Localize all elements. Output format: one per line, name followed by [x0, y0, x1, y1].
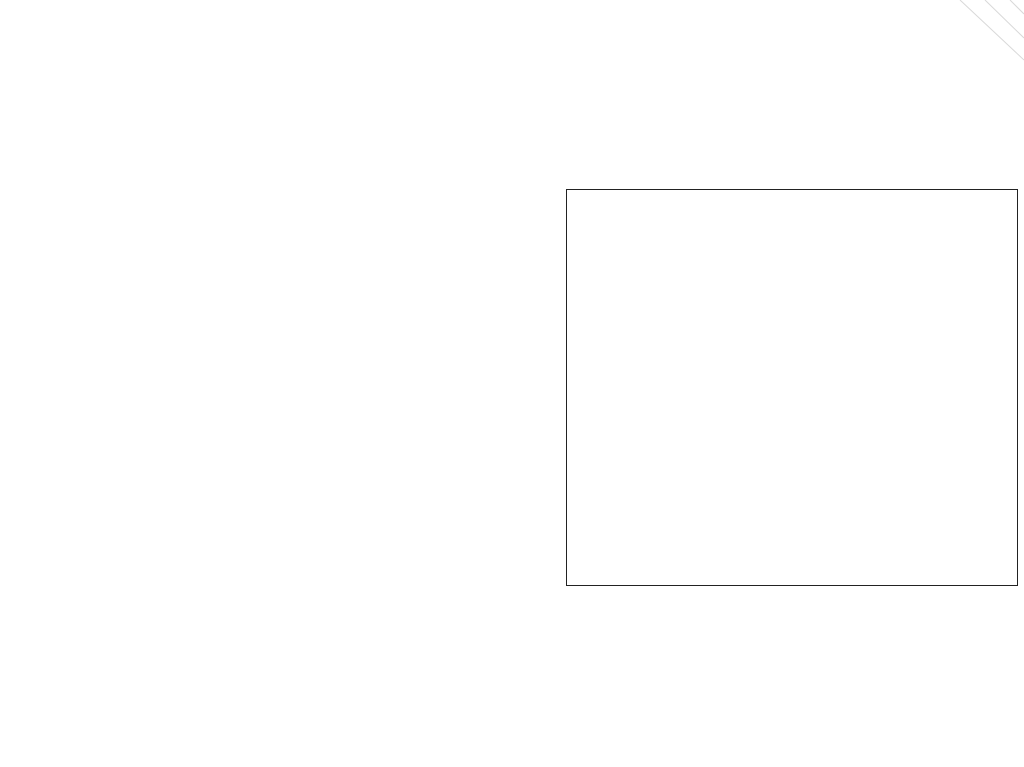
- chromosome-4-diagram: [566, 189, 1018, 586]
- karyotype-image: [16, 290, 416, 620]
- image-crop-mask: [395, 280, 433, 430]
